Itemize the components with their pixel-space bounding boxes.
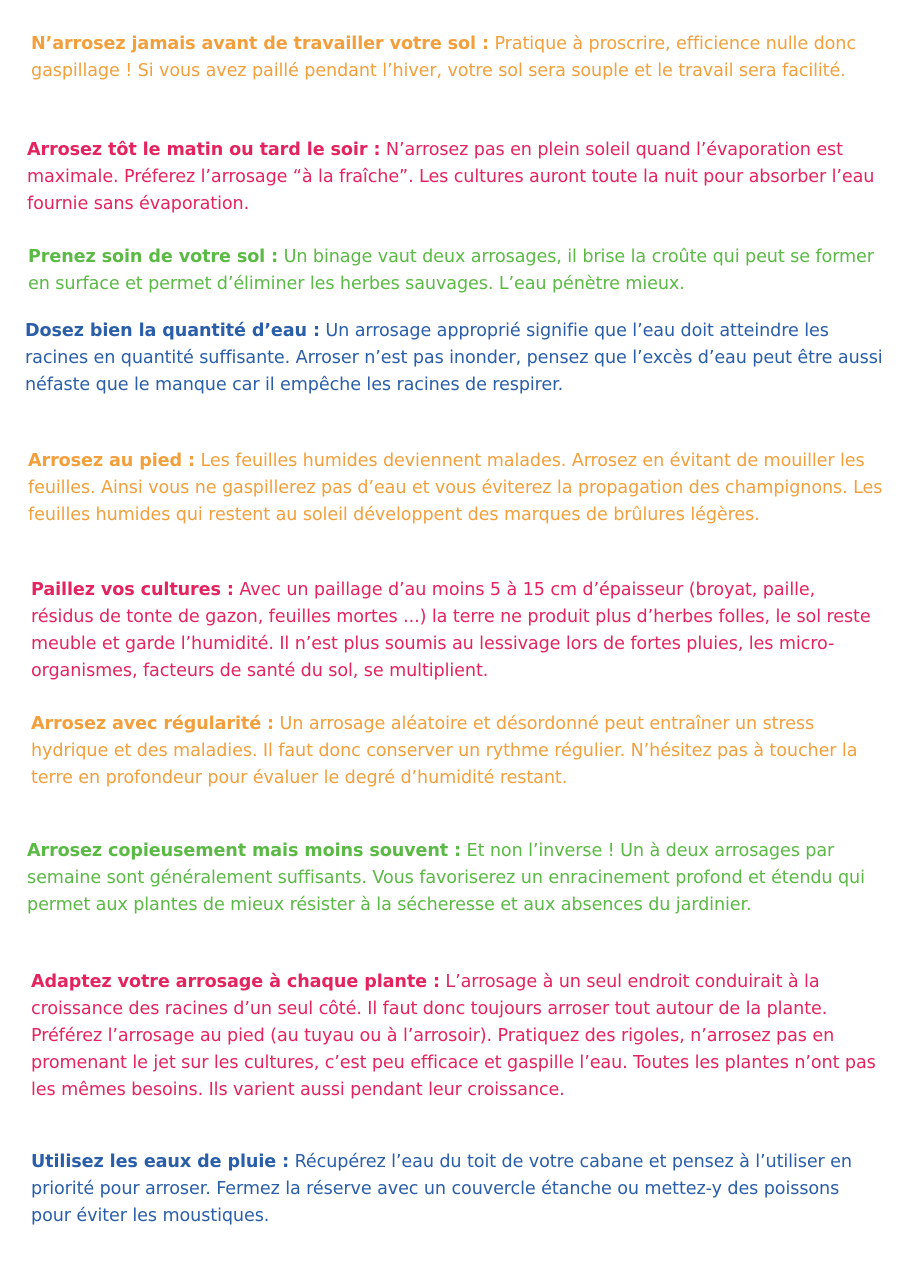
tip-body: Un arrosage approprié signifie que l’eau doit atteindre les racines en quantité suffisante. Arroser n’est pas inonder, pensez que l’excès d’eau peut être aussi néfaste que le manque car il empêche les racines de respirer. <box>25 321 883 395</box>
tip-body: Un binage vaut deux arrosages, il brise la croûte qui peut se former en surface et permet d’éliminer les herbes sauvages. L’eau pénètre mieux. <box>28 247 874 294</box>
tip-title: Paillez vos cultures : <box>31 580 234 600</box>
tip-title: Arrosez avec régularité : <box>31 714 274 734</box>
tip-body: L’arrosage à un seul endroit conduirait à la croissance des racines d’un seul côté. Il faut donc toujours arroser tout autour de la plante. Préférez l’arrosage au pied (au tuyau ou à l’arrosoir). Pratiquez des rigoles, n’arrosez pas en promenant le jet sur les cultures, c’est peu efficace et gaspille l’eau. Toutes les plantes n’ont pas les mêmes besoins. Ils varient aussi pendant leur croissance. <box>31 972 876 1100</box>
tip-title: Arrosez tôt le matin ou tard le soir : <box>27 140 381 160</box>
tip-body: Récupérez l’eau du toit de votre cabane et pensez à l’utiliser en priorité pour arroser. Fermez la réserve avec un couvercle étanche ou mettez-y des poissons pour éviter les moustiques. <box>31 1152 852 1226</box>
tip-adapt-to-each-plant <box>31 969 883 1104</box>
tip-body: Et non l’inverse ! Un à deux arrosages par semaine sont généralement suffisants. Vous favoriserez un enracinement profond et étendu qui permet aux plantes de mieux résister à la sécheresse et aux absences du jardinier. <box>27 841 865 915</box>
tip-water-early-or-late <box>27 137 885 218</box>
tip-title: Adaptez votre arrosage à chaque plante : <box>31 972 440 992</box>
tip-body: N’arrosez pas en plein soleil quand l’évaporation est maximale. Préferez l’arrosage “à la fraîche”. Les cultures auront toute la nuit pour absorber l’eau fournie sans évaporation. <box>27 140 875 214</box>
tip-title: Arrosez au pied : <box>28 451 195 471</box>
tip-title: Prenez soin de votre sol : <box>28 247 279 267</box>
tip-mulch-crops <box>31 577 883 685</box>
tip-body: Un arrosage aléatoire et désordonné peut entraîner un stress hydrique et des maladies. Il faut donc conserver un rythme régulier. N’hésitez pas à toucher la terre en profondeur pour évaluer le degré d’humidité restant. <box>31 714 858 788</box>
tip-use-rainwater <box>31 1149 883 1230</box>
tip-water-at-base <box>28 448 886 529</box>
tip-water-regularly <box>31 711 883 792</box>
tip-care-for-soil <box>28 244 886 298</box>
tip-body: Avec un paillage d’au moins 5 à 15 cm d’épaisseur (broyat, paille, résidus de tonte de gazon, feuilles mortes ...) la terre ne produit plus d’herbes folles, le sol reste meuble et garde l’humidité. Il n’est plus soumis au lessivage lors de fortes pluies, les micro-organismes, facteurs de santé du sol, se multiplient. <box>31 580 871 681</box>
tip-title: N’arrosez jamais avant de travailler votre sol : <box>31 34 489 54</box>
tip-body: Les feuilles humides deviennent malades. Arrosez en évitant de mouiller les feuilles. Ainsi vous ne gaspillerez pas d’eau et vous éviterez la propagation des champignons. Les feuilles humides qui restent au soleil développent des marques de brûlures légères. <box>28 451 883 525</box>
tip-dose-water-quantity <box>25 318 887 399</box>
tip-no-watering-before-tilling <box>31 31 883 85</box>
tip-water-copiously-less-often <box>27 838 885 919</box>
tip-title: Arrosez copieusement mais moins souvent : <box>27 841 462 861</box>
tip-title: Utilisez les eaux de pluie : <box>31 1152 290 1172</box>
tip-title: Dosez bien la quantité d’eau : <box>25 321 320 341</box>
tip-body: Pratique à proscrire, efficience nulle donc gaspillage ! Si vous avez paillé pendant l’hiver, votre sol sera souple et le travail sera facilité. <box>31 34 856 81</box>
